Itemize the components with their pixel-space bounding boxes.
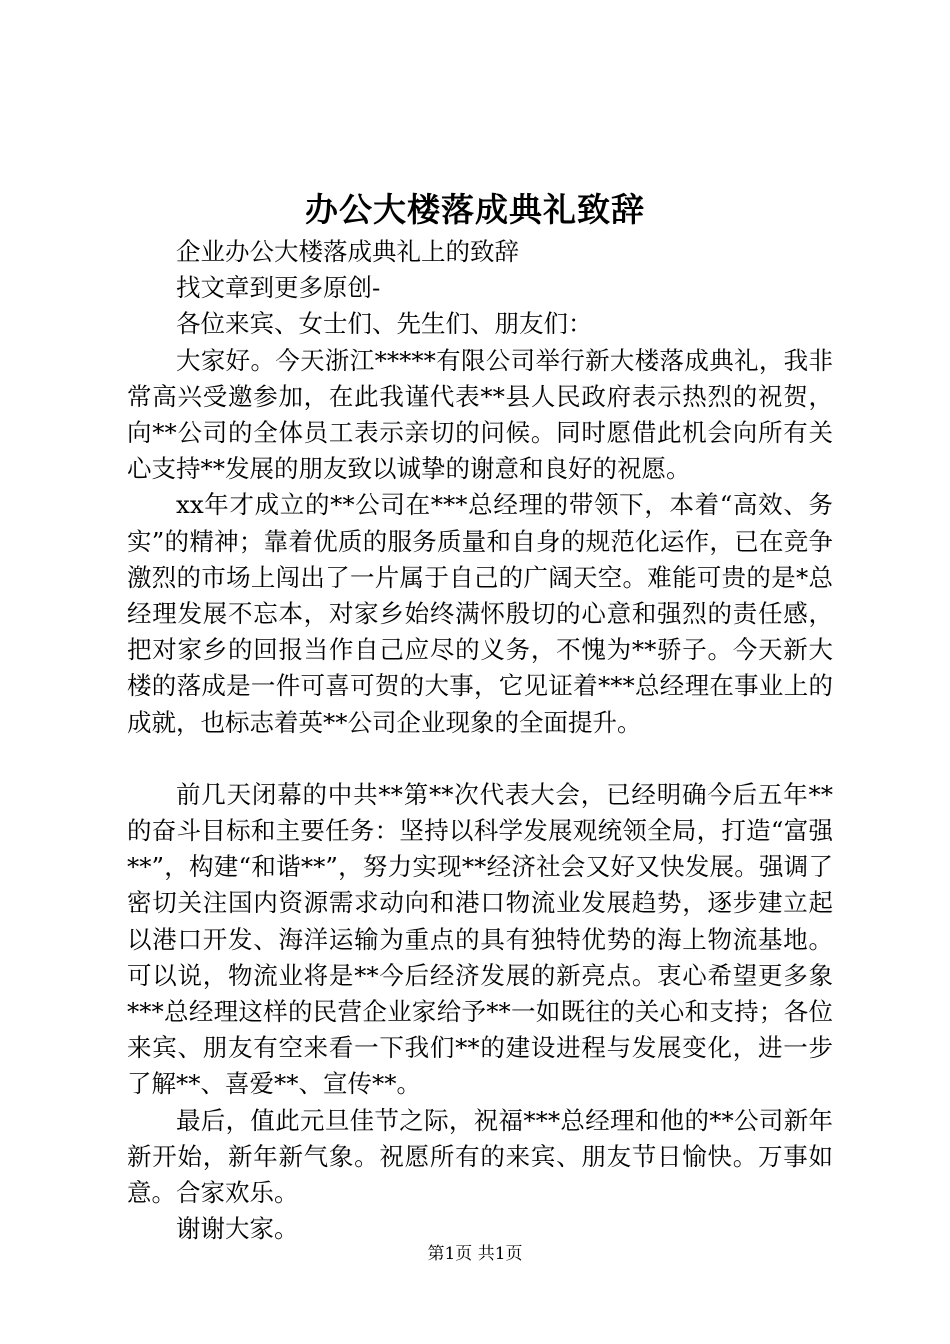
page-footer: 第1页 共1页 — [427, 1244, 523, 1264]
paragraph-company: xx年才成立的**公司在***总经理的带领下，本着“高效、务实”的精神；靠着优质的服务质量和自身的规范化运作，已在竞争激烈的市场上闯出了一片属于自己的广阔天空。难能可贵的是*总经理发展不忘本，对家乡始终满怀殷切的心意和强烈的责任感，把对家乡的回报当作自己应尽的义务，不愧为**骄子。今天新大楼的落成是一件可喜可贺的大事，它见证着***总经理在事业上的成就，也标志着英**公司企业现象的全面提升。 — [127, 490, 833, 737]
source-line: 找文章到更多原创- — [176, 273, 381, 303]
document-title: 办公大楼落成典礼致辞 — [305, 190, 645, 229]
paragraph-congress: 前几天闭幕的中共**第**次代表大会，已经明确今后五年**的奋斗目标和主要任务：坚持以科学发展观统领全局，打造“富强**”，构建“和谐**”，努力实现**经济社会又好又快发展。强调了密切关注国内资源需求动向和港口物流业发展趋势，逐步建立起以港口开发、海洋运输为重点的具有独特优势的海上物流基地。可以说，物流业将是**今后经济发展的新亮点。衷心希望更多象***总经理这样的民营企业家给予**一如既往的关心和支持；各位来宾、朋友有空来看一下我们**的建设进程与发展变化，进一步了解**、喜爱**、宣传**。 — [127, 779, 833, 1099]
paragraph-greeting: 大家好。今天浙江*****有限公司举行新大楼落成典礼，我非常高兴受邀参加，在此我谨代表**县人民政府表示热烈的祝贺，向**公司的全体员工表示亲切的问候。同时愿借此机会向所有关心支持**发展的朋友致以诚挚的谢意和良好的祝愿。 — [127, 345, 833, 484]
document-body — [127, 234, 833, 1247]
salutation: 各位来宾、女士们、先生们、朋友们： — [176, 309, 593, 339]
paragraph-thanks: 谢谢大家。 — [176, 1214, 299, 1244]
subtitle-line: 企业办公大楼落成典礼上的致辞 — [176, 237, 519, 266]
paragraph-closing: 最后，值此元旦佳节之际，祝福***总经理和他的**公司新年新开始，新年新气象。祝愿所有的来宾、朋友节日愉快。万事如意。合家欢乐。 — [127, 1105, 833, 1208]
